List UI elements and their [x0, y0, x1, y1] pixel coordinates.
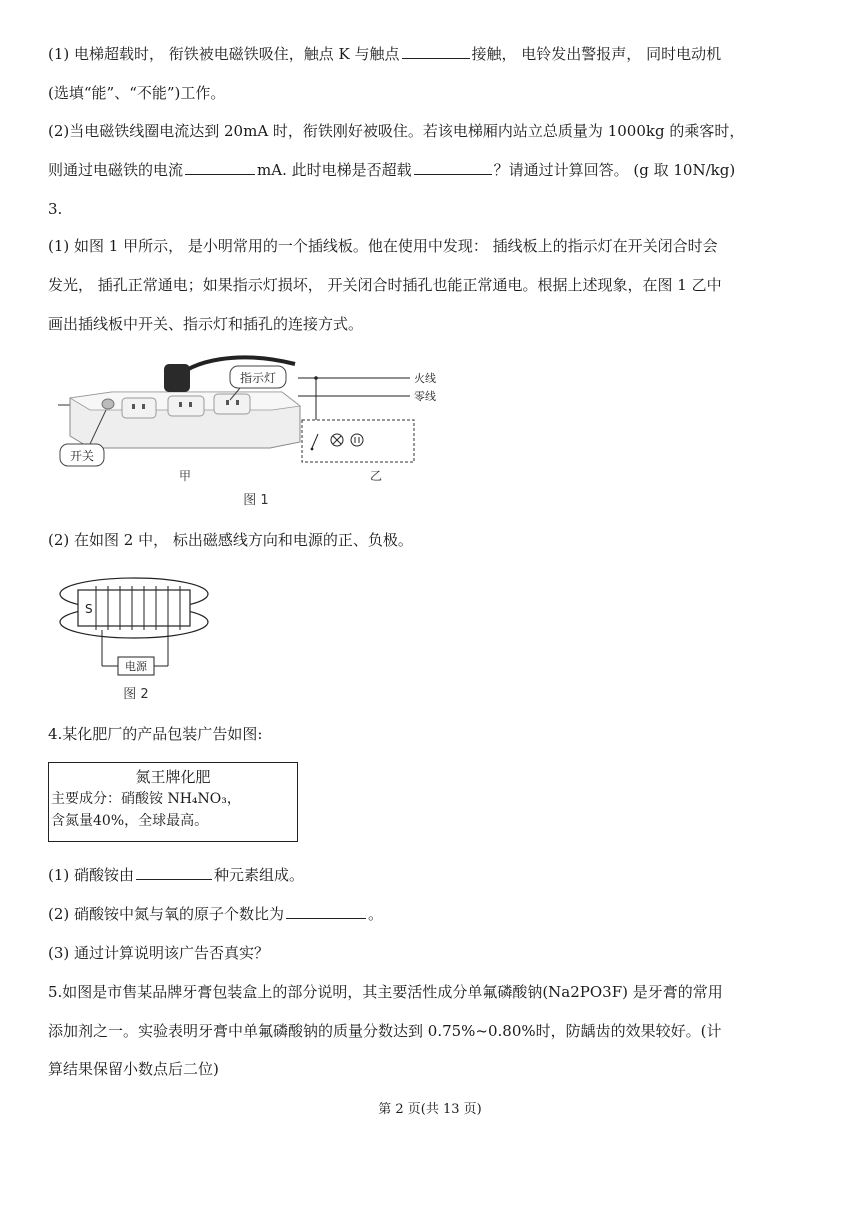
socket-symbol: [351, 434, 363, 446]
ad-title: 氮王牌化肥: [135, 768, 211, 786]
q4-part2-text-b: 。: [368, 905, 384, 923]
ad-nitrogen-content: 含氮量40%，全球最高。: [51, 813, 209, 829]
power-strip-image: [58, 357, 300, 483]
switch-button: [102, 399, 114, 409]
power-source-label: 电源: [125, 660, 147, 673]
figure-2-drawing: [56, 566, 216, 706]
figure-1-drawing: [50, 350, 480, 515]
page-footer: 第 2 页(共 13 页): [378, 1102, 482, 1117]
q2-part1-line2: [48, 83, 818, 103]
answer-blank[interactable]: [414, 160, 492, 175]
q4-part1-text-a: (1) 硝酸铵由: [48, 866, 135, 884]
q2-part1-text-a: (1) 电梯超载时， 衔铁被电磁铁吸住，触点 K 与触点: [48, 45, 400, 63]
fertilizer-ad-box: [48, 762, 298, 842]
neutral-wire-label: 零线: [414, 390, 436, 403]
s-pole-label: S: [85, 602, 93, 616]
answer-blank[interactable]: [185, 160, 255, 175]
plug-head: [164, 364, 190, 392]
figure-1-jia-label: 甲: [178, 469, 192, 483]
q4-part1-text-b: 种元素组成。: [214, 866, 305, 884]
q2-part2-line1: [48, 121, 818, 141]
q5-line3: 算结果保留小数点后二位): [48, 1060, 219, 1078]
q4-part2: [48, 904, 818, 924]
answer-blank[interactable]: [286, 904, 366, 919]
solenoid-core: [78, 590, 190, 626]
q2-part1-line1: [48, 44, 818, 64]
q3-part1-line1: (1) 如图 1 甲所示， 是小明常用的一个插线板。他在使用中发现： 插线板上的指示灯在开关闭合时会: [48, 237, 718, 255]
q2-part2-text-b: 则通过电磁铁的电流: [48, 161, 184, 179]
live-wire-label: 火线: [414, 372, 436, 385]
switch-contact: [311, 448, 314, 451]
q2-part2-text-a: (2)当电磁铁线圈电流达到 20mA 时，衔铁刚好被吸住。若该电梯厢内站立总质量为 1000kg 的乘客时，: [48, 122, 745, 140]
q2-part2-text-c: mA. 此时电梯是否超载: [257, 161, 412, 179]
figure-2-caption: 图 2: [123, 687, 149, 702]
figure-2: [56, 566, 216, 706]
q3-number: 3.: [48, 200, 63, 218]
answer-blank[interactable]: [136, 865, 212, 880]
q4-part2-text-a: (2) 硝酸铵中氮与氧的原子个数比为: [48, 905, 285, 923]
q3-part2: (2) 在如图 2 中， 标出磁感线方向和电源的正、负极。: [48, 531, 413, 549]
q5-line1: 5.如图是市售某品牌牙膏包装盒上的部分说明，其主要活性成分单氟磷酸钠(Na2PO3F) 是牙膏的常用: [48, 983, 723, 1001]
q3-part1-line3: 画出插线板中开关、指示灯和插孔的连接方式。: [48, 315, 364, 333]
q2-part2-line2: [48, 160, 818, 180]
answer-blank[interactable]: [402, 44, 470, 59]
q4-title: 4.某化肥厂的产品包装广告如图:: [48, 725, 263, 743]
q2-part1-text-c: (选填“能”、“不能”)工作。: [48, 84, 226, 102]
q4-part3: (3) 通过计算说明该广告否真实？: [48, 944, 270, 962]
ad-ingredient: 主要成分：硝酸铵 NH₄NO₃，: [51, 791, 241, 807]
q4-part1: [48, 865, 818, 885]
q2-part1-text-b: 接触， 电铃发出警报声， 同时电动机: [471, 45, 722, 63]
figure-1-yi-label: 乙: [369, 469, 383, 483]
switch-label: 开关: [69, 449, 95, 463]
switch-symbol: [312, 434, 318, 448]
q2-part2-text-d: ？请通过计算回答。 (g 取 10N/kg): [493, 161, 736, 179]
circuit-diagram: [298, 371, 436, 483]
socket-2: [168, 396, 204, 416]
q5-line2: 添加剂之一。实验表明牙膏中单氟磷酸钠的质量分数达到 0.75%~0.80%时，防龋齿的效果较好。(计: [48, 1022, 722, 1040]
indicator-label: 指示灯: [239, 371, 277, 385]
figure-1: [50, 350, 480, 515]
figure-1-caption: 图 1: [243, 493, 269, 508]
socket-1: [122, 398, 156, 418]
q3-part1-line2: 发光， 插孔正常通电；如果指示灯损坏， 开关闭合时插孔也能正常通电。根据上述现象，在图 1 乙中: [48, 276, 722, 294]
